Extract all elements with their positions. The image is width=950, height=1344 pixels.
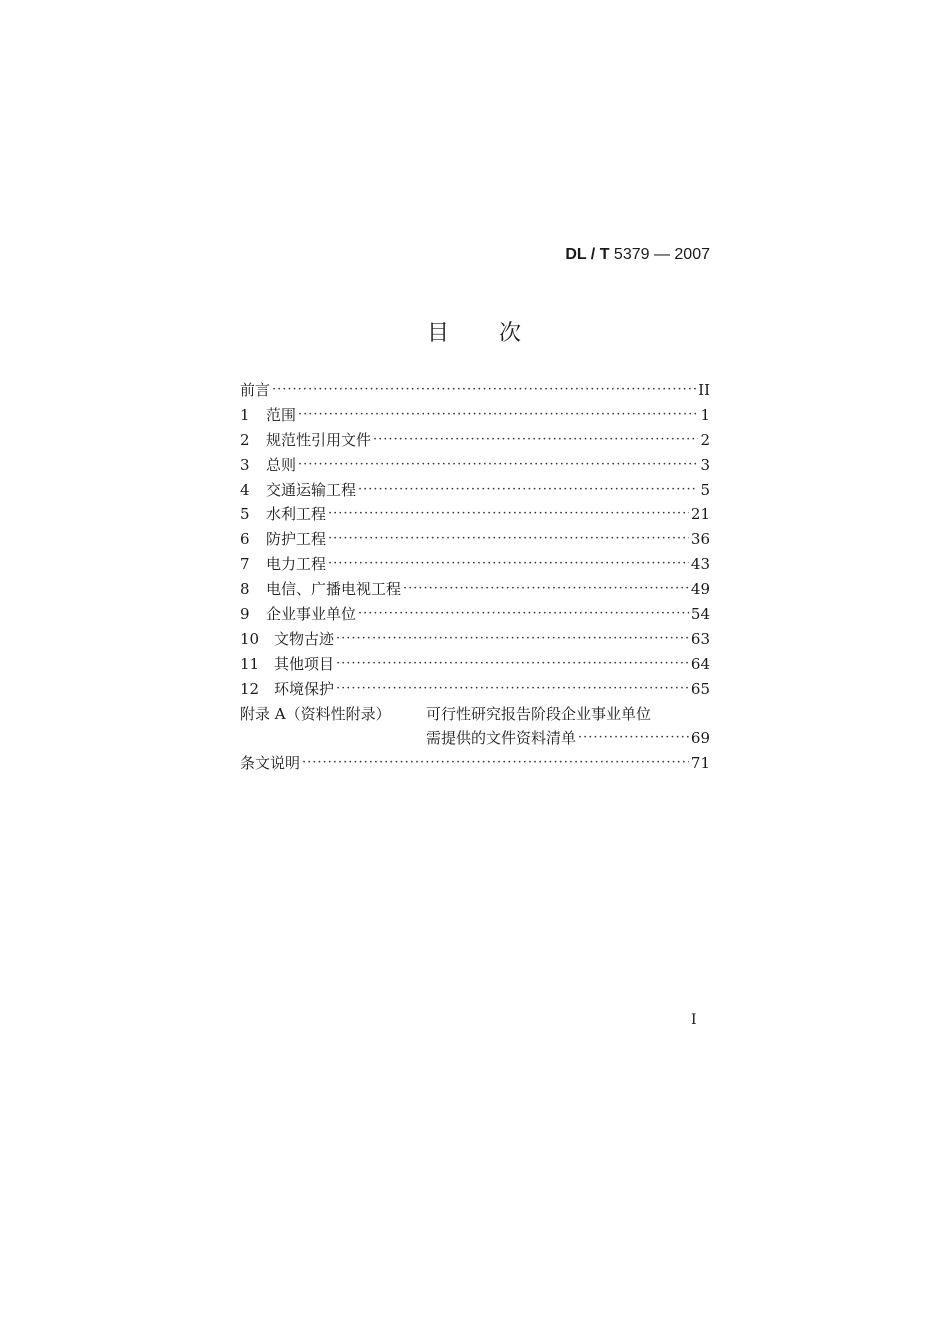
standard-code-prefix: DL / T xyxy=(565,246,610,263)
toc-leader-dots xyxy=(328,552,689,577)
toc-entry-label: 电力工程 xyxy=(266,555,327,574)
toc-entry-page: 5 xyxy=(700,480,710,499)
toc-entry-number: 10 xyxy=(240,629,260,648)
toc-entry-label: 企业事业单位 xyxy=(266,605,357,623)
toc-entry-appendix-a[interactable] xyxy=(240,702,710,727)
toc-leader-dots xyxy=(578,726,689,751)
toc-leader-dots xyxy=(336,652,689,677)
toc-entry-2[interactable] xyxy=(240,428,710,453)
toc-entry-page: 21 xyxy=(690,505,710,524)
toc-entry-page: 36 xyxy=(690,530,710,549)
toc-entry-page: 69 xyxy=(690,729,710,748)
standard-code-number: 5379 — 2007 xyxy=(609,246,710,263)
toc-entry-label: 交通运输工程 xyxy=(266,480,357,499)
toc-entry-label: 前言 xyxy=(240,380,271,399)
toc-entry-1[interactable] xyxy=(240,403,710,428)
toc-entry-page: II xyxy=(698,380,710,399)
toc-entry-label: 环境保护 xyxy=(274,679,335,698)
toc-leader-dots xyxy=(336,677,689,702)
page-title xyxy=(0,316,950,347)
toc-entry-label: 范围 xyxy=(266,405,297,424)
toc-leader-dots xyxy=(373,428,698,453)
toc-entry-3[interactable] xyxy=(240,453,710,478)
toc-entry-number: 2 xyxy=(240,430,250,449)
toc-entry-page: 1 xyxy=(700,405,710,424)
toc-leader-dots xyxy=(358,602,689,627)
toc-entry-page: 49 xyxy=(690,580,710,599)
page-title-char-2: 次 xyxy=(499,321,524,346)
toc-leader-dots xyxy=(403,577,689,602)
table-of-contents xyxy=(240,378,710,776)
toc-entry-label: 文物古迹 xyxy=(274,629,335,648)
toc-entry-page: 3 xyxy=(700,455,710,474)
toc-entry-number: 12 xyxy=(240,679,260,698)
toc-entry-9[interactable] xyxy=(240,602,710,627)
appendix-prefix: 附录 A（资料性附录） xyxy=(240,704,391,723)
toc-entry-label: 其他项目 xyxy=(274,654,335,673)
toc-entry-number: 9 xyxy=(240,605,250,623)
toc-entry-number: 4 xyxy=(240,480,250,499)
toc-entry-5[interactable] xyxy=(240,502,710,527)
toc-entry-page: 71 xyxy=(690,754,710,773)
toc-entry-number: 3 xyxy=(240,455,250,474)
toc-entry-11[interactable] xyxy=(240,652,710,677)
appendix-title-line-2: 需提供的文件资料清单 xyxy=(426,729,577,748)
toc-entry-number: 6 xyxy=(240,530,250,549)
toc-entry-7[interactable] xyxy=(240,552,710,577)
toc-entry-page: 2 xyxy=(700,430,710,449)
toc-entry-explanation[interactable] xyxy=(240,751,710,776)
toc-leader-dots xyxy=(298,453,698,478)
toc-entry-number: 1 xyxy=(240,405,250,424)
toc-entry-label: 规范性引用文件 xyxy=(266,430,372,449)
toc-entry-12[interactable] xyxy=(240,677,710,702)
toc-entry-10[interactable] xyxy=(240,627,710,652)
toc-entry-label: 电信、广播电视工程 xyxy=(266,580,402,599)
toc-entry-label: 条文说明 xyxy=(240,754,301,773)
page-title-char-1: 目 xyxy=(426,321,451,346)
page-number: I xyxy=(691,1012,697,1028)
toc-entry-4[interactable] xyxy=(240,478,710,503)
toc-entry-page: 63 xyxy=(690,629,710,648)
toc-entry-number: 11 xyxy=(240,654,260,673)
toc-leader-dots xyxy=(358,478,698,503)
appendix-title-line-1: 可行性研究报告阶段企业事业单位 xyxy=(426,704,652,723)
toc-entry-6[interactable] xyxy=(240,527,710,552)
standard-code xyxy=(565,246,710,264)
toc-entry-number: 5 xyxy=(240,505,250,524)
toc-entry-page: 43 xyxy=(690,555,710,574)
toc-entry-page: 54 xyxy=(690,605,710,623)
toc-entry-label: 水利工程 xyxy=(266,505,327,524)
toc-leader-dots xyxy=(336,627,689,652)
toc-leader-dots xyxy=(328,502,689,527)
toc-entry-foreword[interactable] xyxy=(240,378,710,403)
toc-entry-page: 64 xyxy=(690,654,710,673)
toc-leader-dots xyxy=(302,751,689,776)
toc-leader-dots xyxy=(272,378,696,403)
toc-entry-8[interactable] xyxy=(240,577,710,602)
toc-entry-number: 7 xyxy=(240,555,250,574)
toc-entry-page: 65 xyxy=(690,679,710,698)
toc-entry-appendix-a-cont[interactable] xyxy=(240,726,710,751)
toc-entry-label: 总则 xyxy=(266,455,297,474)
toc-leader-dots xyxy=(328,527,689,552)
toc-leader-dots xyxy=(298,403,698,428)
toc-entry-label: 防护工程 xyxy=(266,530,327,549)
toc-entry-number: 8 xyxy=(240,580,250,599)
